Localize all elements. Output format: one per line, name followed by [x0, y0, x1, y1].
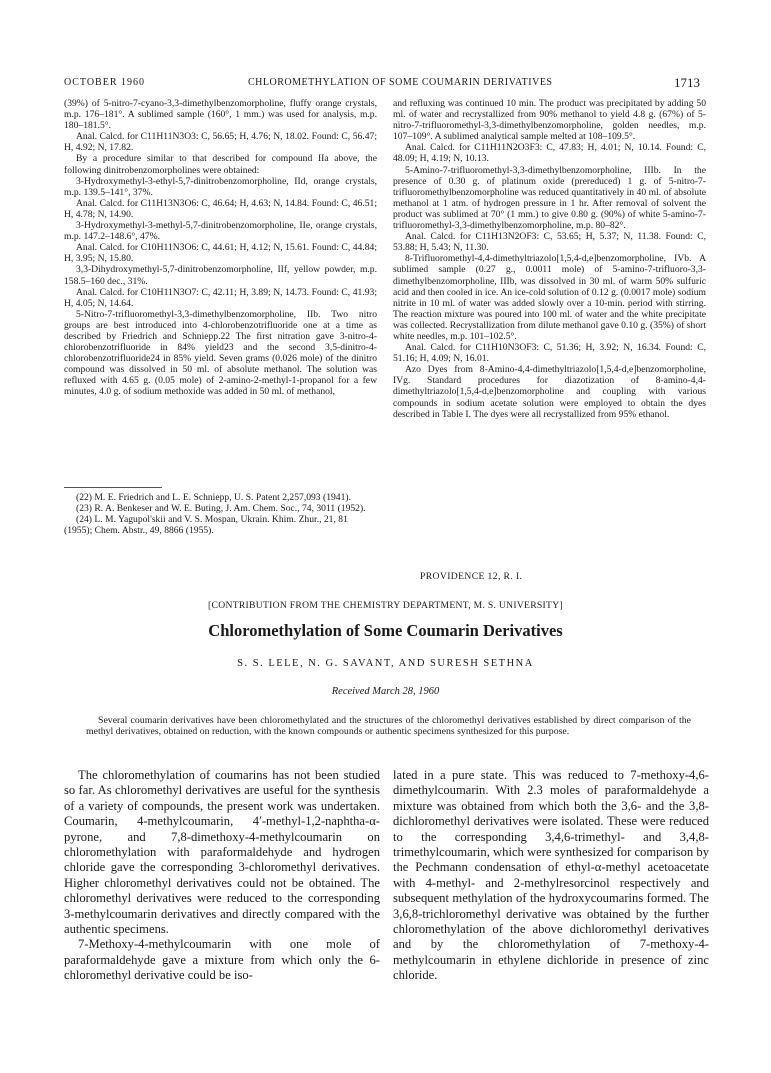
- body-paragraph: The chloromethylation of coumarins has not been studied so far. As chloromethyl derivatives are useful for the synthesis of a variety of compounds, the present work was undertaken. Coumarin, 4-methylcoumarin, 4′-methyl-1,2-naphtha-α-pyrone, and 7,8-dimethoxy-4-methylcoumarin on chloromethylation with paraformaldehyde and hydrogen chloride gave the corresponding 3-chloromethyl derivatives. Higher chloromethyl derivatives could not be obtained. The chloromethyl derivatives were reduced to the corresponding 3-methylcoumarin derivatives and directly compared with the authentic specimens.: [64, 768, 380, 937]
- article-authors: S. S. LELE, N. G. SAVANT, AND SURESH SETHNA: [237, 658, 534, 669]
- body-paragraph: lated in a pure state. This was reduced to 7-methoxy-4,6-dimethylcoumarin. With 2.3 moles of paraformaldehyde a mixture was obtained from which both the 3,6- and the 3,8-dichloromethyl derivatives were isolated. These were reduced to the corresponding 3,4,6-trimethyl- and 3,4,8-trimethylcoumarin, which were synthesized for comparison by the Pechmann condensation of ethyl-α-methyl acetoacetate with 4-methyl- and 2-methylresorcinol respectively and subsequent methylation of the hydroxycoumarins formed. The 3,6,8-trichloromethyl derivative was obtained by the further chloromethylation of the above dichloromethyl derivatives and by the chloromethylation of 7-methoxy-4-methylcoumarin in ethylene dichloride in presence of zinc chloride.: [393, 768, 709, 983]
- article-body-left-column: [64, 768, 380, 984]
- analysis-paragraph: Anal. Calcd. for C11H13N3O6: C, 46.64; H, 4.63; N, 14.84. Found: C, 46.51; H, 4.78; N, 14.90.: [64, 197, 377, 220]
- compound-paragraph: 8-Trifluoromethyl-4,4-dimethyltriazolo[1,5,4-d,e]benzomorpholine, IVb. A sublimed sample (0.27 g., 0.0011 mole) of 5-amino-7-trifluoro-3,3-dimethylbenzomorpholine, IIIb, was dissolved in 30 ml. of warm 50% sulfuric acid and then cooled in ice. An ice-cold solution of 0.12 g. (0.0017 mole) sodium nitrite in 10 ml. of water was added slowly over a 10-min. period with stirring. The reaction mixture was poured into 100 ml. of water and the white precipitate was collected. Recrystallization from dilute methanol gave 0.10 g. (35%) of short white needles, m.p. 101–102.5°.: [393, 253, 706, 342]
- paragraph: and refluxing was continued 10 min. The product was precipitated by adding 50 ml. of water and recrystallized from 90% methanol to yield 4.8 g. (67%) of 5-nitro-7-trifluoromethyl-3,3-dimethylbenzomorpholine, golden needles, m.p. 107–109°. A sublimed analytical sample melted at 108–109.5°.: [393, 98, 706, 143]
- paragraph: By a procedure similar to that described for compound IIa above, the following dinitrobenzomorpholines were obtained:: [64, 153, 377, 176]
- compound-paragraph: 5-Amino-7-trifluoromethyl-3,3-dimethylbenzomorpholine, IIIb. In the presence of 0.30 g. of platinum oxide (prereduced) 1 g. of 5-nitro-7-trifluoromethylbenzomorpholine was reduced quantitatively in 40 ml. of absolute methanol at 1 atm. of hydrogen pressure in 1 hr. After removal of solvent the product was sublimed at 70° (1 mm.) to give 0.80 g. (90%) of white 5-amino-7-trifluoromethyl-3,3-dimethylbenzomorpholine, m.p. 80–82°.: [393, 164, 706, 232]
- running-header-date: OCTOBER 1960: [64, 77, 145, 88]
- compound-paragraph: 3,3-Dihydroxymethyl-5,7-dinitrobenzomorpholine, IIf, yellow powder, m.p. 158.5–160 dec., 31%.: [64, 264, 377, 287]
- article-title: Chloromethylation of Some Coumarin Derivatives: [208, 621, 563, 640]
- running-header-title: CHLOROMETHYLATION OF SOME COUMARIN DERIVATIVES: [248, 77, 553, 88]
- azo-dyes-paragraph: Azo Dyes from 8-Amino-4,4-dimethyltriazolo[1,5,4-d,e]benzomorpholine, IVg. Standard procedures for diazotization of 8-amino-4,4-dimethyltriazolo[1,5,4-d,e]benzomorpholine and coupling with various compounds in sodium acetate solution were employed to obtain the dyes described in Table I. The dyes were all recrystallized from 95% ethanol.: [393, 364, 706, 420]
- abstract-text: Several coumarin derivatives have been chloromethylated and the structures of the chloromethyl derivatives established by direct comparison of the methyl derivatives, obtained on reduction, with the known compounds or authentic specimens synthesized for this purpose.: [86, 715, 691, 738]
- footnotes: [64, 492, 377, 536]
- procedure-paragraph: 5-Nitro-7-trifluoromethyl-3,3-dimethylbenzomorpholine, IIb. Two nitro groups are best introduced into 4-chlorobenzotrifluoride one at a time as described by Friedrich and Schniepp.22 The first nitration gave 3-nitro-4-chlorobenzotrifluoride in 84% yield23 and the second 3,5-dinitro-4-chlorobenzotrifluoride24 in 85% yield. Seven grams (0.026 mole) of the dinitro compound was dissolved in 50 ml. of absolute methanol. The solution was refluxed with 4.65 g. (0.05 mole) of 2-amino-2-methyl-1-propanol for a few minutes, 4.0 g. of sodium methoxide was added in 50 ml. of methanol,: [64, 308, 377, 398]
- body-paragraph: 7-Methoxy-4-methylcoumarin with one mole of paraformaldehyde gave a mixture from which only the 6-chloromethyl derivative could be iso-: [64, 937, 380, 983]
- footnote-divider: [64, 487, 162, 488]
- analysis-paragraph: Anal. Calcd. for C10H11N3O6: C, 44.61; H, 4.12; N, 15.61. Found: C, 44.84; H, 3.95; N, 15.80.: [64, 242, 377, 265]
- previous-article-left-column: [64, 98, 377, 398]
- paragraph: (39%) of 5-nitro-7-cyano-3,3-dimethylbenzomorpholine, fluffy orange crystals, m.p. 176–181°. A sublimed sample (160°, 1 mm.) was used for analysis, m.p. 180–181.5°.: [64, 98, 377, 132]
- analysis-paragraph: Anal. Calcd. for C11H13N2OF3: C, 53.65; H, 5.37; N, 11.38. Found: C, 53.88; H, 5.43; N, 11.30.: [393, 231, 706, 254]
- received-date: Received March 28, 1960: [331, 686, 440, 697]
- footnote-22: (22) M. E. Friedrich and L. E. Schniepp, U. S. Patent 2,257,093 (1941).: [76, 492, 351, 503]
- footnote-24: (24) L. M. Yagupol'skii and V. S. Mospan, Ukrain. Khim. Zhur., 21, 81 (1955); Chem. Abstr., 49, 8866 (1955).: [64, 514, 348, 537]
- abstract: [86, 715, 691, 738]
- footnote-23: (23) R. A. Benkeser and W. E. Buting, J. Am. Chem. Soc., 74, 3011 (1952).: [76, 503, 366, 515]
- author-location: PROVIDENCE 12, R. I.: [420, 571, 523, 582]
- analysis-paragraph: Anal. Calcd. for C11H11N3O3: C, 56.65; H, 4.76; N, 18.02. Found: C, 56.47; H, 4.92; N, 17.82.: [64, 131, 377, 154]
- analysis-paragraph: Anal. Calcd. for C11H10N3OF3: C, 51.36; H, 3.92; N, 16.34. Found: C, 51.16; H, 4.09; N, 16.01.: [393, 342, 706, 365]
- contribution-line: [CONTRIBUTION FROM THE CHEMISTRY DEPARTMENT, M. S. UNIVERSITY]: [208, 600, 563, 611]
- compound-paragraph: 3-Hydroxymethyl-3-methyl-5,7-dinitrobenzomorpholine, IIe, orange crystals, m.p. 147.2–148.6°, 47%.: [64, 220, 377, 243]
- analysis-paragraph: Anal. Calcd. for C10H11N3O7: C, 42.11; H, 3.89; N, 14.73. Found: C, 41.93; H, 4.05; N, 14.64.: [64, 286, 377, 309]
- compound-paragraph: 3-Hydroxymethyl-3-ethyl-5,7-dinitrobenzomorpholine, IId, orange crystals, m.p. 139.5–141°, 37%.: [64, 175, 377, 198]
- page-number: 1713: [674, 75, 700, 90]
- analysis-paragraph: Anal. Calcd. for C11H11N2O3F3: C, 47.83; H, 4.01; N, 10.14. Found: C, 48.09; H, 4.19; N, 10.13.: [393, 142, 706, 165]
- previous-article-right-column: [393, 98, 706, 420]
- article-body-right-column: [393, 768, 709, 984]
